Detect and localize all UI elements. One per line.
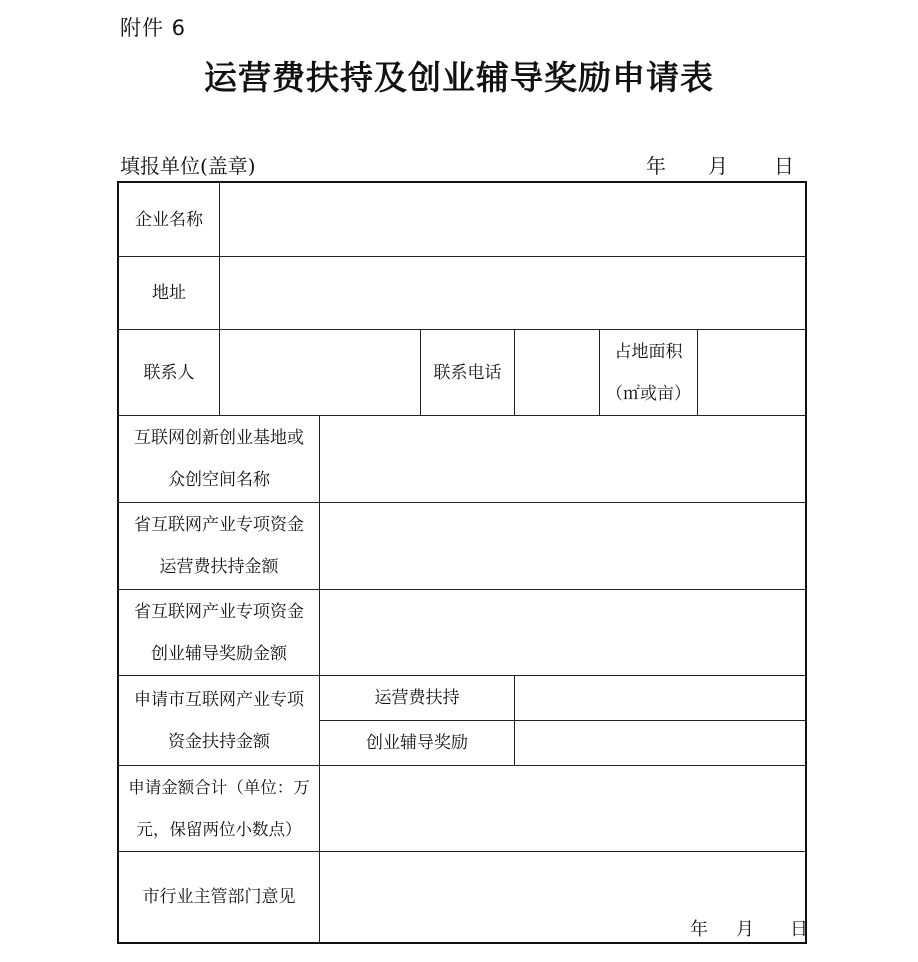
phone-label: 联系电话 — [433, 362, 502, 383]
total-amount-field[interactable] — [320, 766, 805, 851]
company-name-field[interactable] — [220, 183, 805, 256]
prov-ops-support-field[interactable] — [320, 503, 805, 589]
prov-ops-support-label: 省互联网产业专项资金 运营费扶持金额 — [134, 515, 304, 577]
total-amount-label: 申请金额合计（单位：万 元，保留两位小数点） — [128, 777, 310, 839]
application-form-table — [117, 181, 807, 944]
sign-day-label: 日 — [790, 919, 808, 940]
ops-support-field[interactable] — [515, 676, 805, 720]
dept-opinion-label: 市行业主管部门意见 — [142, 887, 296, 907]
date-month-label: 月 — [708, 154, 728, 178]
area-field[interactable] — [698, 330, 805, 415]
address-label: 地址 — [152, 283, 186, 303]
dept-opinion-field[interactable] — [320, 852, 805, 942]
annex-label: 附件 6 — [120, 16, 187, 40]
sign-month-label: 月 — [736, 919, 754, 940]
phone-field[interactable] — [515, 330, 599, 415]
filling-unit-label: 填报单位(盖章) — [120, 154, 256, 178]
prov-tutor-reward-field[interactable] — [320, 590, 805, 675]
tutor-reward-label: 创业辅导奖励 — [366, 733, 468, 753]
ops-support-label: 运营费扶持 — [374, 688, 460, 708]
company-name-label: 企业名称 — [135, 209, 203, 230]
prov-tutor-reward-label: 省互联网产业专项资金 创业辅导奖励金额 — [134, 601, 304, 664]
tutor-reward-field[interactable] — [515, 721, 805, 765]
base-name-label: 互联网创新创业基地或 众创空间名称 — [134, 428, 304, 490]
date-day-label: 日 — [774, 154, 794, 178]
area-label: 占地面积 （㎡或亩） — [606, 341, 691, 404]
date-year-label: 年 — [646, 154, 666, 178]
form-title: 运营费扶持及创业辅导奖励申请表 — [204, 58, 714, 97]
contact-label: 联系人 — [143, 362, 195, 383]
contact-field[interactable] — [220, 330, 420, 415]
sign-year-label: 年 — [690, 919, 708, 940]
base-name-field[interactable] — [320, 416, 805, 502]
address-field[interactable] — [220, 257, 805, 329]
city-apply-label: 申请市互联网产业专项 资金扶持金额 — [134, 689, 304, 752]
